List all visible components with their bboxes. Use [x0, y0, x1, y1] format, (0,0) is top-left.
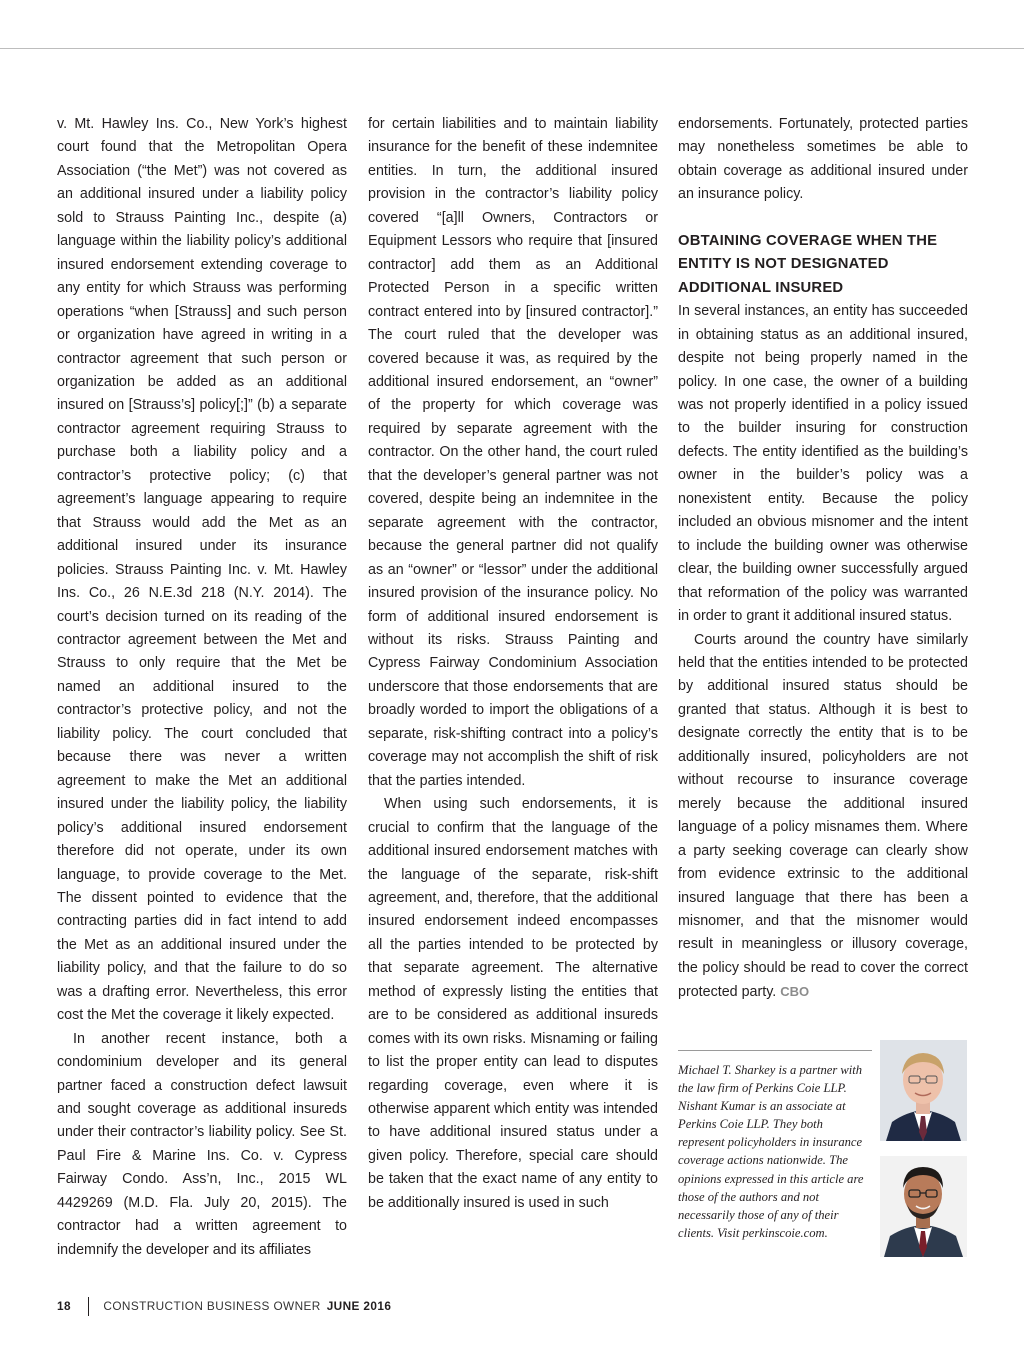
author-photo-nishant-kumar	[880, 1156, 967, 1257]
author-portrait-2	[880, 1156, 967, 1257]
bio-divider	[678, 1050, 872, 1051]
author-photo-michael-sharkey	[880, 1040, 967, 1141]
end-mark: CBO	[780, 984, 810, 1000]
paragraph-text: Courts around the country have similarly held that the entities intended to be protected by additional insured status should be granted that status. Although it is best to designate correctly the entity that is to be additionally insured, policyholders are not without recourse to insurance coverage merely because the additional insured language of a policy misnames them. Where a party seeking coverage can clearly show from evidence extrinsic to the additional insured language that there has been a misnomer, and that the misnomer would result in meaningless or illusory coverage, the policy should be read to cover the correct protected party.	[678, 631, 968, 1001]
paragraph: When using such endorsements, it is crucial to confirm that the language of the additional insured endorsement matches with the language of the separate, risk-shift agreement, and, therefore, that the additional insured endorsement indeed encompasses all the parties intended to be protected by that separate agreement. The alternative method of expressly listing the entities that are to be considered as additional insureds comes with its own risks. Misnaming or failing to list the proper entity can lead to disputes regarding coverage, even where it is otherwise apparent which entity was intended to have additional insured status under a given policy. Therefore, special care should be taken that the exact name of any entity to be additionally insured is used in such	[368, 796, 658, 1211]
footer-divider	[88, 1297, 90, 1316]
issue-date: JUNE 2016	[326, 1299, 392, 1313]
page-footer	[57, 1296, 391, 1316]
article-column-2	[368, 113, 658, 1215]
article-column-1	[57, 113, 347, 1262]
publication-name: CONSTRUCTION BUSINESS OWNER	[103, 1299, 321, 1313]
author-portrait-1	[880, 1040, 967, 1141]
paragraph: endorsements. Fortunately, protected parties may nonetheless sometimes be able to obtain coverage as additional insured under an insurance policy.	[678, 116, 968, 203]
paragraph-final	[678, 629, 968, 1005]
paragraph: for certain liabilities and to maintain liability insurance for the benefit of these indemnitee entities. In turn, the additional insured provision in the contractor’s liability policy covered “[a]ll Owners, Contractors or Equipment Lessors who require that [insured contractor] add them as an Additional Protected Person in a specific written contract entered into by [insured contractor].” The court ruled that the developer was covered because it was, as required by the additional insured endorsement, an “owner” of the property for which coverage was required by separate agreement with the contractor. On the other hand, the court ruled that the developer’s general partner was not covered, despite being an indemnitee in the separate agreement with the contractor, because the general partner did not qualify as an “owner” or “lessor” under the additional insured provision of the insurance policy. No form of additional insured endorsement is without its risks. Strauss Painting and Cypress Fairway Condominium Association underscore that those endorsements that are broadly worded to import the obligations of a separate, risk-shifting contract into a policy’s coverage may not accomplish the shift of risk that the parties intended.	[368, 116, 658, 789]
section-heading: OBTAINING COVERAGE WHEN THE ENTITY IS NOT DESIGNATED ADDITIONAL INSURED	[678, 232, 938, 296]
author-bio: Michael T. Sharkey is a partner with the law firm of Perkins Coie LLP. Nishant Kumar is an associate at Perkins Coie LLP. They both represent policyholders in insurance coverage actions nationwide. The opinions expressed in this article are those of the authors and not necessarily those of any of their clients. Visit perkinscoie.com.	[678, 1063, 864, 1240]
paragraph: In several instances, an entity has succeeded in obtaining status as an additional insured, despite not being properly named in the policy. In one case, the owner of a building was not properly identified in a policy issued to the builder insuring for construction defects. The entity identified as the building’s owner in the builder’s policy was a nonexistent entity. Because the policy included an obvious misnomer and the intent to include the building owner was otherwise clear, the building owner successfully argued that reformation of the policy was warranted in order to grant it additional insured status.	[678, 303, 968, 625]
top-rule	[0, 48, 1024, 49]
page-number: 18	[57, 1299, 71, 1313]
article-column-3	[678, 113, 968, 1005]
paragraph: v. Mt. Hawley Ins. Co., New York’s highest court found that the Metropolitan Opera Association (“the Met”) was not covered as an additional insured under a liability policy sold to Strauss Painting Inc., despite (a) language within the liability policy’s additional insured endorsement extending coverage to any entity for which Strauss was performing operations “when [Strauss] and such person or organization have agreed in writing in a contractor agreement that such person or organization be added as an additional insured on [Strauss’s] policy[;]” (b) a separate contractor agreement requiring Strauss to purchase both a liability policy and a contractor’s protective policy; (c) that agreement’s language appearing to require that Strauss would add the Met as an additional insured under its insurance policies. Strauss Painting Inc. v. Mt. Hawley Ins. Co., 26 N.E.3d 218 (N.Y. 2014). The court’s decision turned on its reading of the contractor agreement between the Met and Strauss to only require that the Met be named an additional insured to the contractor’s protective policy, and not the liability policy. The court concluded that because there was never a written agreement to make the Met an additional insured under the liability policy, the liability policy’s additional insured endorsement therefore did not operate, under its own language, to provide coverage to the Met. The dissent pointed to evidence that the contracting parties did in fact intend to add the Met as an additional insured under the liability policy, and that the failure to do so was a drafting error. Nevertheless, this error cost the Met the coverage it likely expected.	[57, 116, 347, 1024]
paragraph: In another recent instance, both a condominium developer and its general partner faced a construction defect lawsuit and sought coverage as additional insureds under their contractor’s liability policy. See St. Paul Fire & Marine Ins. Co. v. Cypress Fairway Condo. Ass’n, Inc., 2015 WL 4429269 (M.D. Fla. July 20, 2015). The contractor had a written agreement to indemnify the developer and its affiliates	[57, 1030, 347, 1258]
